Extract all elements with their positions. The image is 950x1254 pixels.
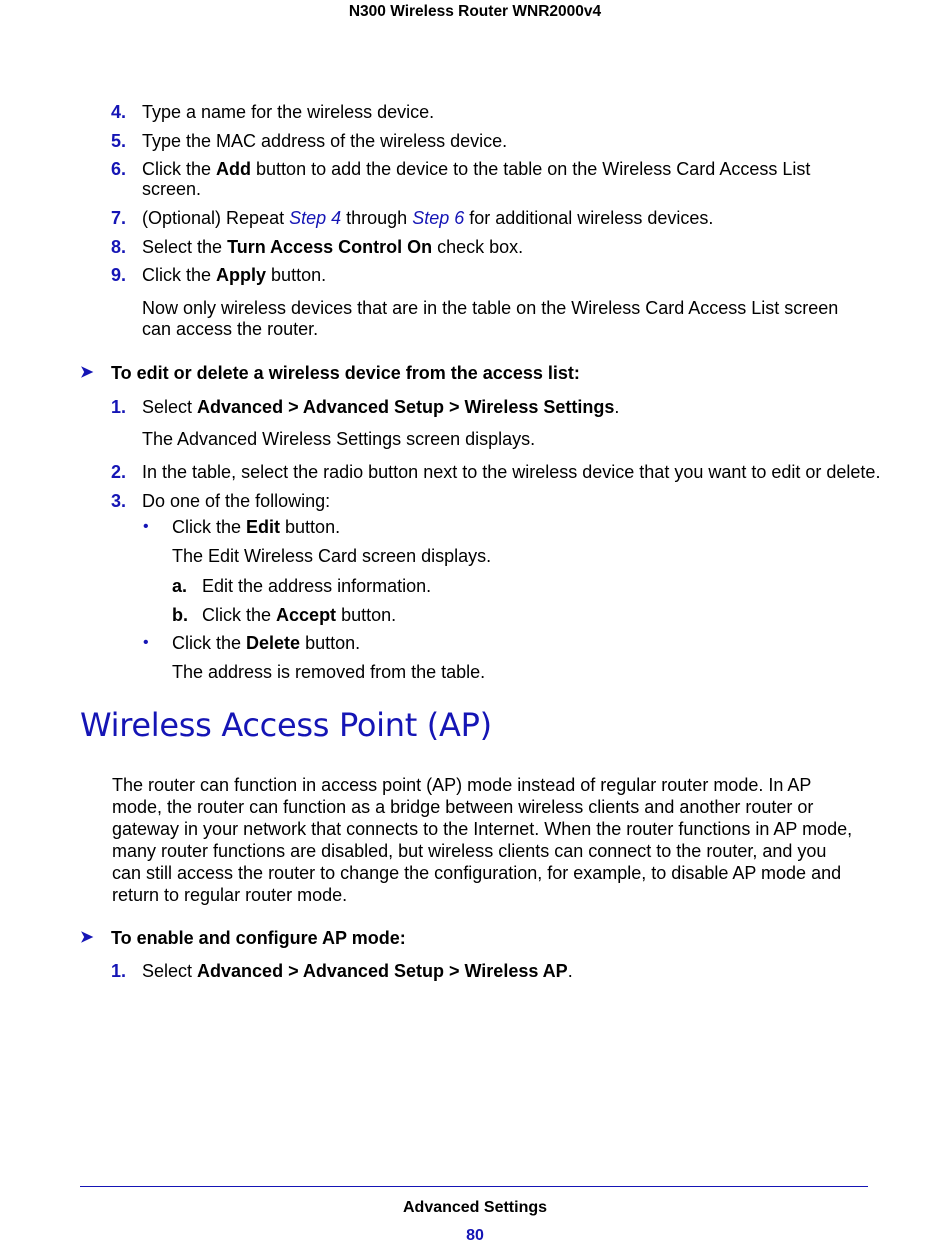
footer-section-title: Advanced Settings bbox=[402, 1199, 548, 1216]
step-number: 5. bbox=[111, 131, 127, 151]
step-text: Type a name for the wireless device. bbox=[142, 102, 435, 122]
substep-letter: a. bbox=[172, 576, 188, 596]
step-number: 2. bbox=[111, 462, 127, 482]
substep-text: Edit the address information. bbox=[202, 576, 432, 596]
bullet-text: Click the Delete button. bbox=[172, 633, 361, 653]
step-number: 7. bbox=[111, 208, 127, 228]
step-text: In the table, select the radio button next to the wireless device that you want to edit or delete. bbox=[142, 462, 881, 482]
step-note: Now only wireless devices that are in the table on the Wireless Card Access List screen bbox=[142, 298, 839, 318]
step-text: Click the Add button to add the device to the table on the Wireless Card Access List bbox=[142, 159, 811, 179]
procedure-arrow-icon: ➤ bbox=[80, 364, 94, 381]
bullet-note: The address is removed from the table. bbox=[172, 662, 486, 682]
step-number: 6. bbox=[111, 159, 127, 179]
step-text: Select Advanced > Advanced Setup > Wireless Settings. bbox=[142, 397, 620, 417]
paragraph-line: return to regular router mode. bbox=[112, 885, 348, 905]
step-text: Type the MAC address of the wireless device. bbox=[142, 131, 508, 151]
footer-rule bbox=[80, 1186, 868, 1187]
step-number: 9. bbox=[111, 265, 127, 285]
section-paragraph bbox=[112, 774, 872, 906]
procedure-arrow-icon: ➤ bbox=[80, 929, 94, 946]
step-text: Click the Apply button. bbox=[142, 265, 327, 285]
step-text: Select the Turn Access Control On check box. bbox=[142, 237, 524, 257]
procedure-title: To enable and configure AP mode: bbox=[111, 928, 406, 948]
bullet-note: The Edit Wireless Card screen displays. bbox=[172, 546, 492, 566]
step-note: The Advanced Wireless Settings screen displays. bbox=[142, 429, 536, 449]
substep-text: Click the Accept button. bbox=[202, 605, 397, 625]
step-text-continuation: screen. bbox=[142, 179, 202, 199]
paragraph-line: mode, the router can function as a bridge between wireless clients and another router or bbox=[112, 797, 814, 817]
section-heading: Wireless Access Point (AP) bbox=[80, 706, 492, 744]
step-note: can access the router. bbox=[142, 319, 319, 339]
procedure-title: To edit or delete a wireless device from the access list: bbox=[111, 363, 580, 383]
step-4-link[interactable]: Step 4 bbox=[289, 208, 342, 228]
paragraph-line: can still access the router to change the configuration, for example, to disable AP mode and bbox=[112, 863, 842, 883]
step-number: 1. bbox=[111, 961, 127, 981]
paragraph-line: The router can function in access point (AP) mode instead of regular router mode. In AP bbox=[112, 775, 812, 795]
paragraph-line: many router functions are disabled, but wireless clients can connect to the router, and you bbox=[112, 841, 827, 861]
step-number: 4. bbox=[111, 102, 127, 122]
step-number: 8. bbox=[111, 237, 127, 257]
step-6-link[interactable]: Step 6 bbox=[412, 208, 465, 228]
bullet-text: Click the Edit button. bbox=[172, 517, 341, 537]
page-number: 80 bbox=[466, 1227, 484, 1244]
step-text: Do one of the following: bbox=[142, 491, 331, 511]
step-number: 3. bbox=[111, 491, 127, 511]
paragraph-line: gateway in your network that connects to the Internet. When the router functions in AP mode, bbox=[112, 819, 853, 839]
step-text: (Optional) Repeat Step 4 through Step 6 for additional wireless devices. bbox=[142, 208, 714, 228]
step-number: 1. bbox=[111, 397, 127, 417]
bullet-icon: • bbox=[143, 634, 149, 651]
running-header: N300 Wireless Router WNR2000v4 bbox=[348, 3, 602, 20]
substep-letter: b. bbox=[172, 605, 188, 625]
step-text: Select Advanced > Advanced Setup > Wireless AP. bbox=[142, 961, 573, 981]
bullet-icon: • bbox=[143, 518, 149, 535]
